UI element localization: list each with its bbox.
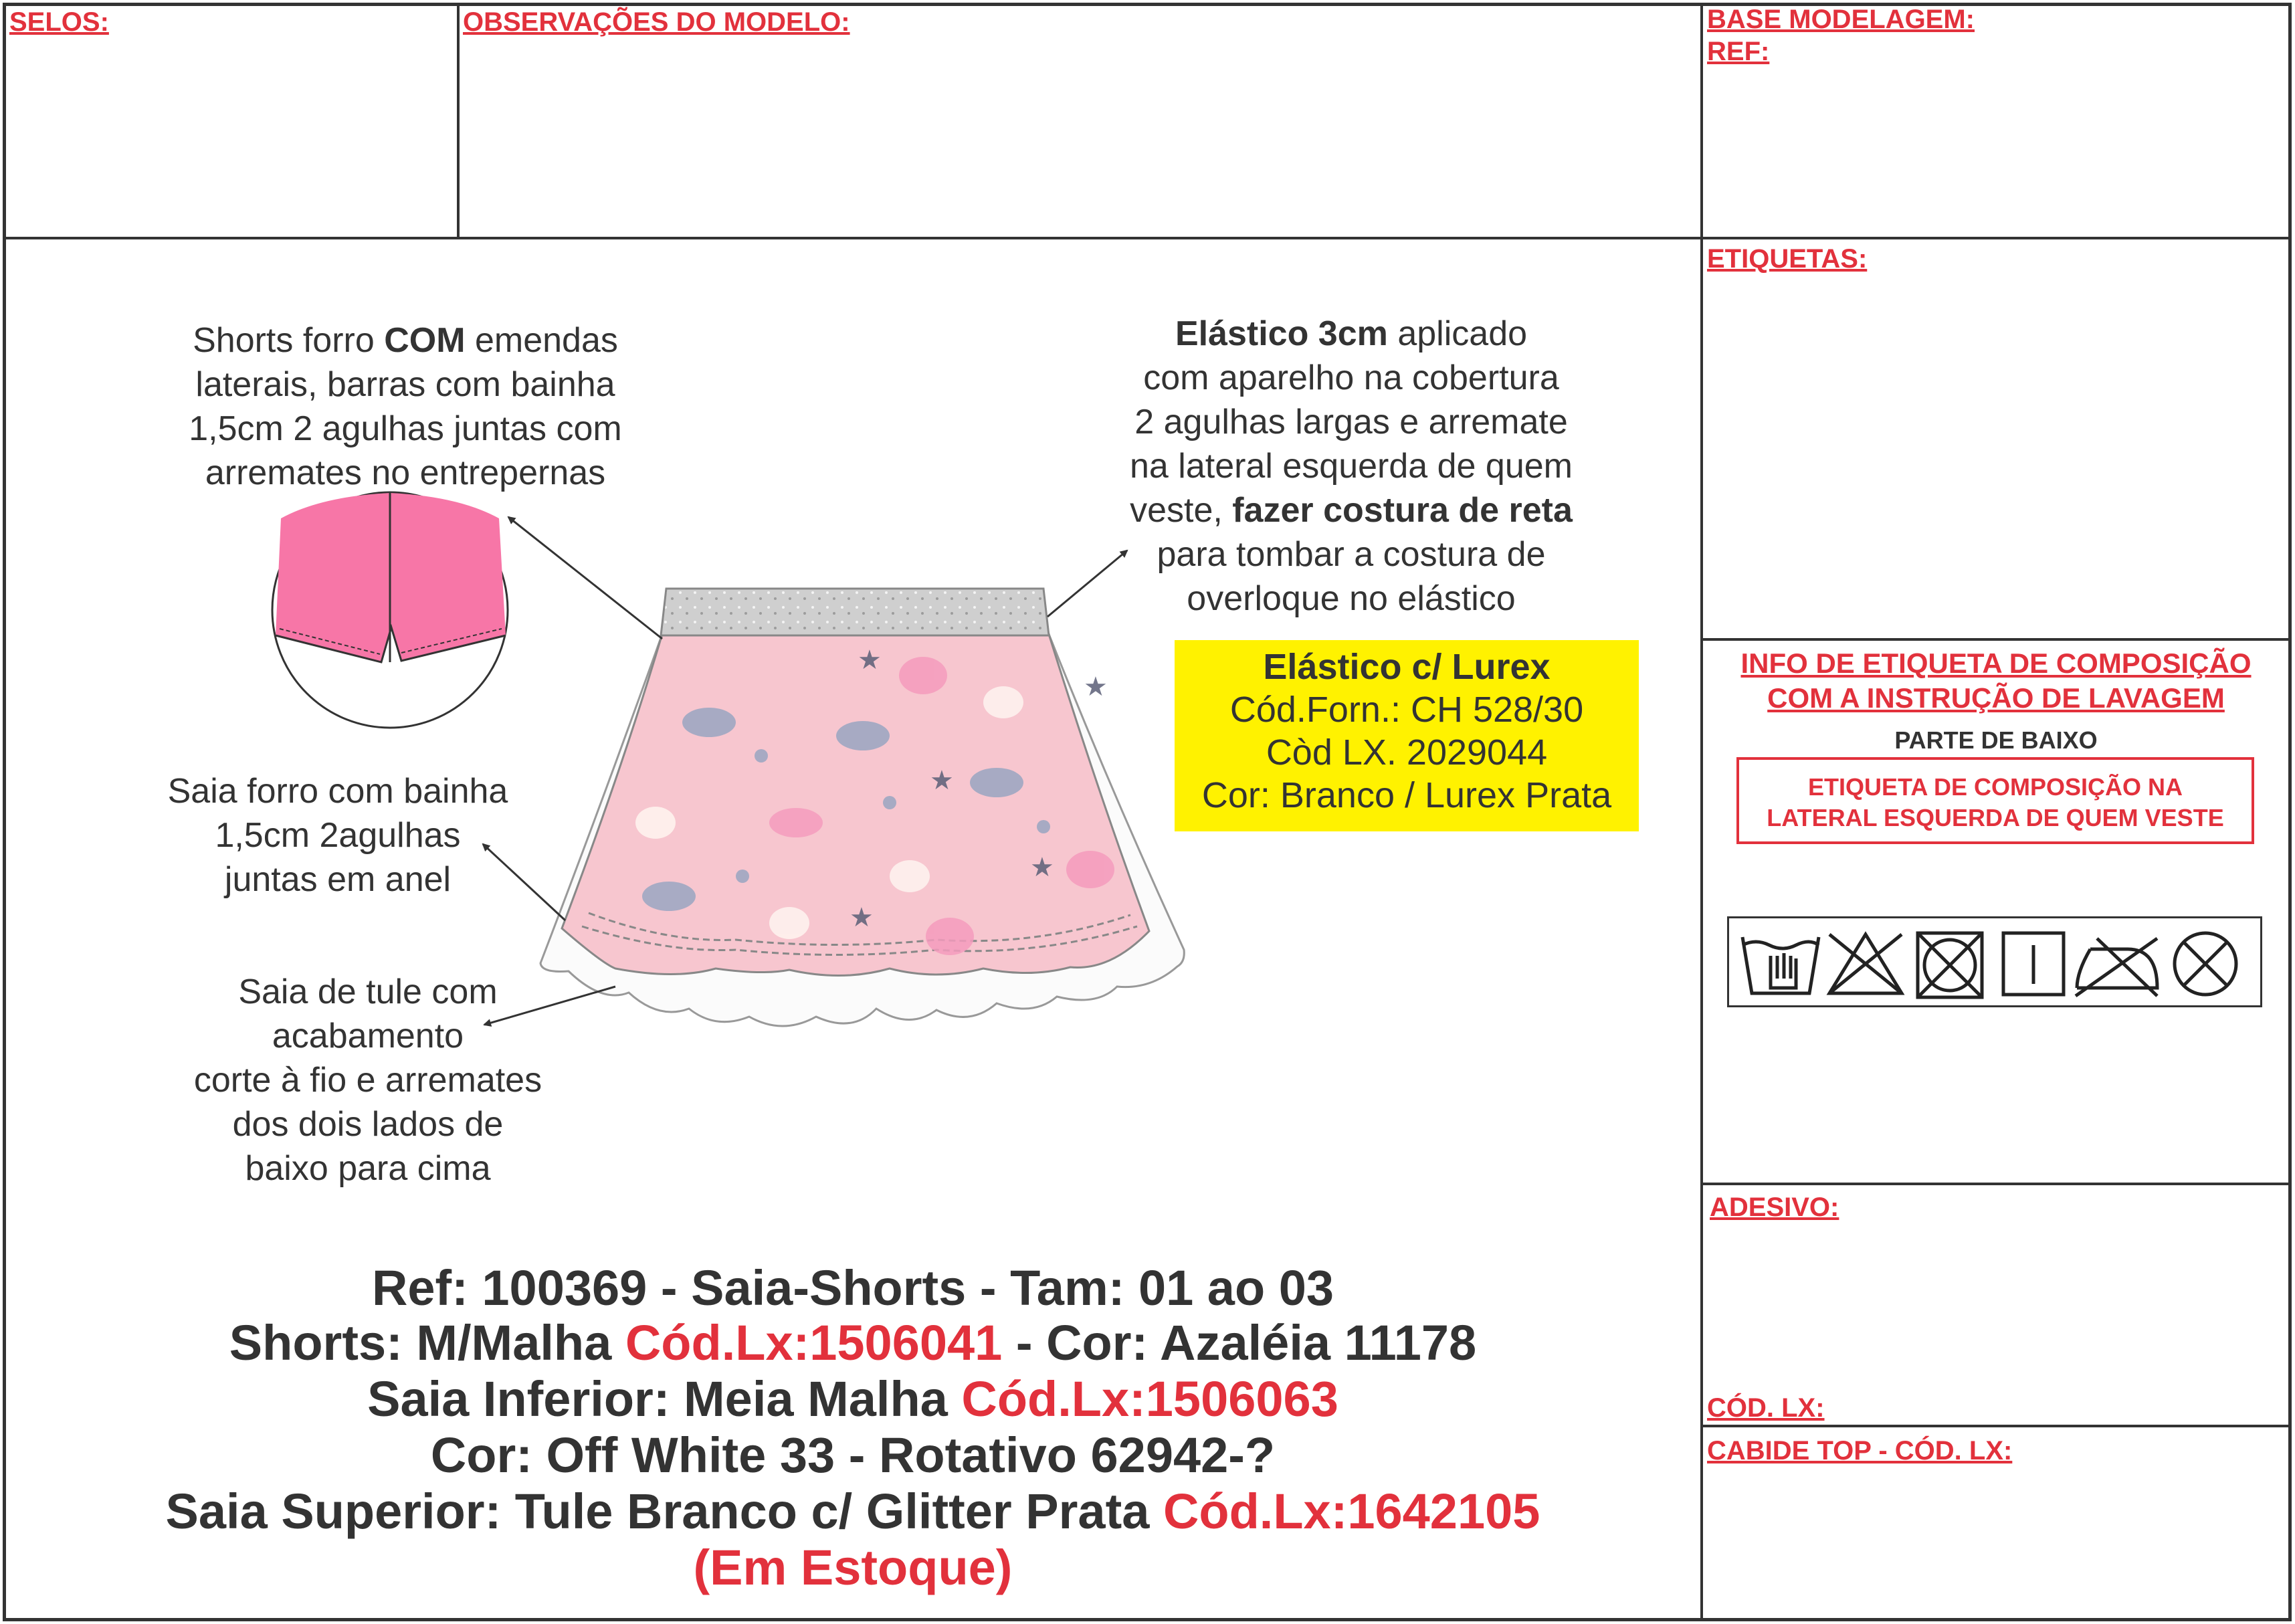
lurex-color: Cor: Branco / Lurex Prata xyxy=(1201,775,1612,815)
svg-text:★: ★ xyxy=(858,645,882,675)
cod-lx-header: CÓD. LX: xyxy=(1707,1393,1825,1423)
no-iron-icon xyxy=(2076,938,2157,996)
label-info-title: INFO DE ETIQUETA DE COMPOSIÇÃO COM A INSTRUÇÃO DE LAVAGEM xyxy=(1740,647,2252,714)
no-dry-clean-icon xyxy=(2175,933,2236,995)
lurex-title: Elástico c/ Lurex xyxy=(1263,647,1551,687)
observacoes-header: OBSERVAÇÕES DO MODELO: xyxy=(463,7,850,37)
note-skirt-lining: Saia forro com bainha 1,5cm 2agulhas juntas em anel xyxy=(167,772,508,899)
line-dry-icon xyxy=(2003,933,2064,995)
svg-text:★: ★ xyxy=(1030,853,1054,882)
spec-color-line: Cor: Off White 33 - Rotativo 62942-? xyxy=(430,1427,1276,1483)
cabide-header: CABIDE TOP - CÓD. LX: xyxy=(1707,1436,2013,1465)
note-tulle: Saia de tule com acabamento corte à fio e arremates dos dois lados de baixo para cima xyxy=(193,973,542,1188)
adesivo-header: ADESIVO: xyxy=(1710,1193,1839,1222)
spec-upper-skirt-line: Saia Superior: Tule Branco c/ Glitter Prata Cód.Lx:1642105 xyxy=(165,1484,1540,1539)
spec-stock-status: (Em Estoque) xyxy=(693,1540,1013,1595)
composition-label-box: ETIQUETA DE COMPOSIÇÃO NA LATERAL ESQUERDA DE QUEM VESTE xyxy=(1736,757,2254,844)
base-modelagem-header: BASE MODELAGEM: xyxy=(1707,5,1975,34)
lurex-lx-code: Còd LX. 2029044 xyxy=(1266,732,1548,773)
parte-de-baixo: PARTE DE BAIXO xyxy=(1894,726,2098,754)
hand-wash-icon xyxy=(1742,937,1819,993)
spec-lower-skirt-line: Saia Inferior: Meia Malha Cód.Lx:1506063 xyxy=(367,1371,1338,1427)
note-elastic: Elástico 3cm aplicado com aparelho na cobertura 2 agulhas largas e arremate na lateral esquerda de quem veste, fazer costura de reta para tombar a costura de overloque no elástico xyxy=(1129,314,1573,618)
svg-text:★: ★ xyxy=(930,766,954,795)
spec-ref-line: Ref: 100369 - Saia-Shorts - Tam: 01 ao 03 xyxy=(371,1260,1334,1316)
selos-header: SELOS: xyxy=(9,7,109,37)
no-bleach-icon xyxy=(1829,934,1902,993)
no-tumble-dry-icon xyxy=(1918,933,1982,997)
note-shorts-lining: Shorts forro COM emendas laterais, barras com bainha 1,5cm 2 agulhas juntas com arremates no entrepernas xyxy=(189,321,622,492)
arrow-shorts xyxy=(508,517,662,639)
ref-header: REF: xyxy=(1707,37,1770,66)
svg-text:★: ★ xyxy=(850,903,874,932)
lurex-info-box xyxy=(1175,640,1639,831)
shorts-detail xyxy=(272,492,508,728)
spec-shorts-line: Shorts: M/Malha Cód.Lx:1506041 - Cor: Azaléia 11178 xyxy=(229,1315,1477,1371)
etiquetas-header: ETIQUETAS: xyxy=(1707,244,1868,274)
waistband xyxy=(661,589,1049,635)
care-symbols xyxy=(1727,916,2262,1007)
svg-text:★: ★ xyxy=(1084,672,1108,702)
lurex-supplier-code: Cód.Forn.: CH 528/30 xyxy=(1229,690,1584,730)
